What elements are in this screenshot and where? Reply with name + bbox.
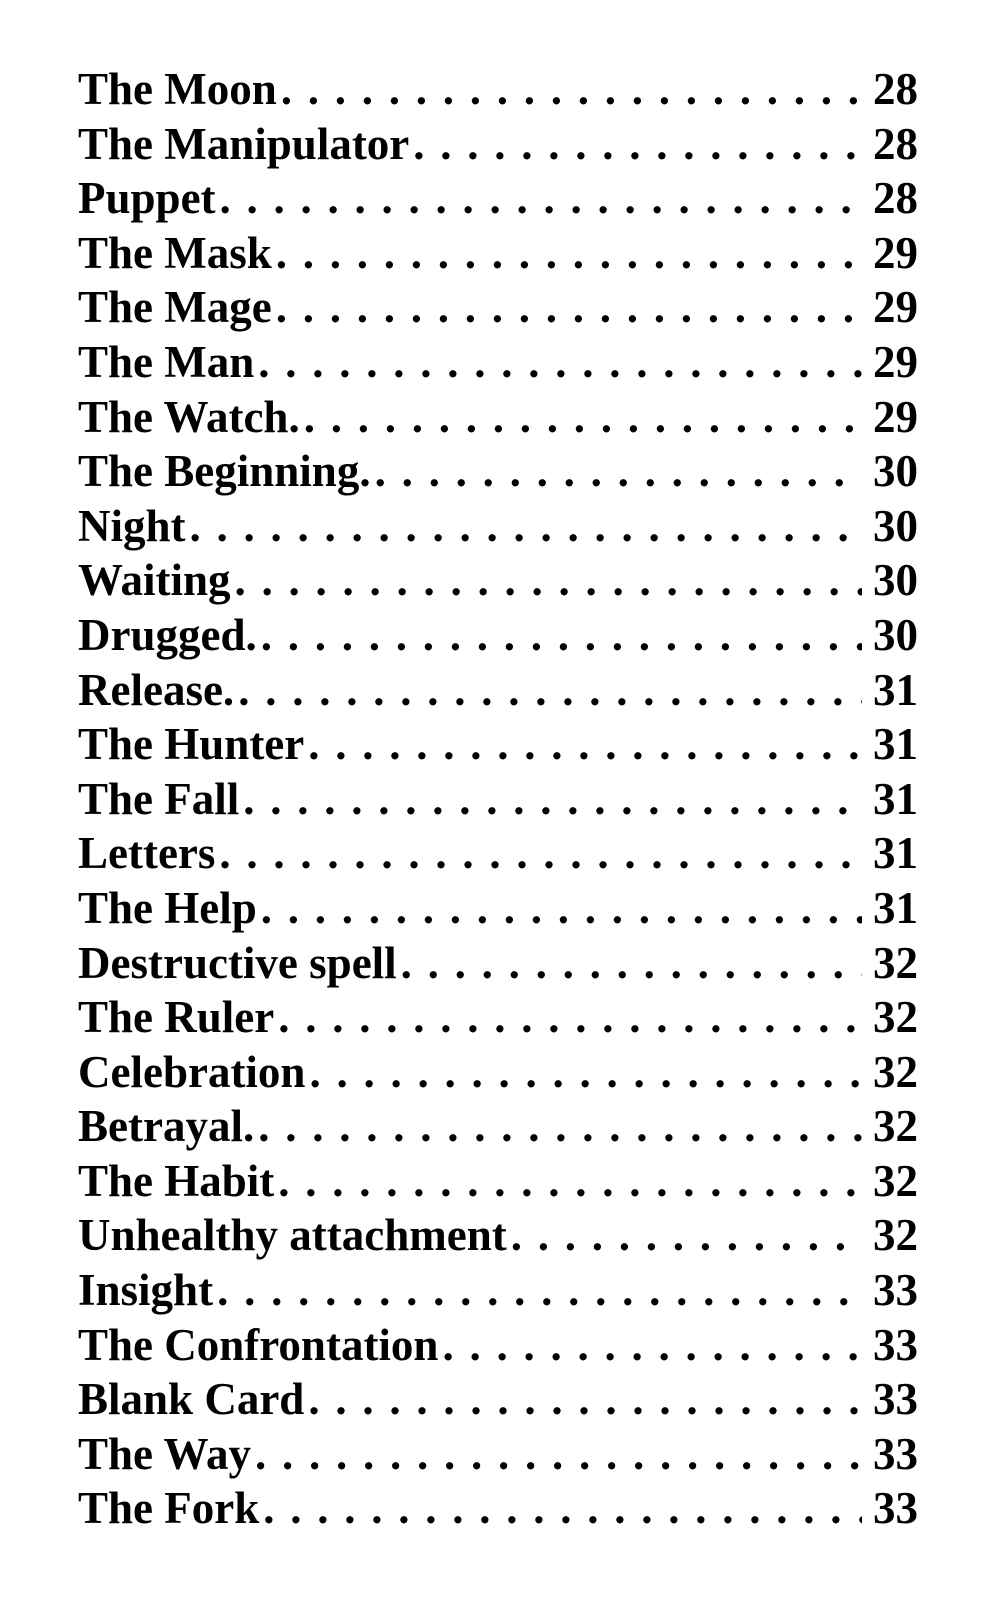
toc-entry-title: Destructive spell [78,937,397,988]
toc-dot-leader [217,1263,862,1318]
toc-entry [78,1427,918,1482]
toc-entry-page-number: 33 [873,1483,918,1534]
toc-entry [78,1263,918,1318]
toc-entry-page-number: 28 [873,173,918,224]
toc-entry-title: The Fall [78,773,240,824]
toc-dot-leader [276,226,862,281]
toc-entry [78,936,918,991]
toc-entry-page-number: 29 [873,282,918,333]
toc-entry [78,280,918,335]
toc-entry-title: Release. [78,664,235,715]
toc-entry [78,499,918,554]
toc-entry-page-number: 31 [873,828,918,879]
toc-dot-leader [243,772,862,827]
toc-entry-title: Drugged. [78,609,257,660]
toc-entry [78,226,918,281]
toc-entry-page-number: 29 [873,391,918,442]
toc-entry-page-number: 33 [873,1319,918,1370]
toc-entry [78,826,918,881]
toc-entry-title: Night [78,500,186,551]
toc-entry-title: Betrayal. [78,1101,255,1152]
toc-entry-page-number: 32 [873,1101,918,1152]
toc-entry-page-number: 30 [873,446,918,497]
toc-entry-page-number: 32 [873,1155,918,1206]
toc-dot-leader [261,881,862,936]
toc-entry [78,62,918,117]
toc-entry-page-number: 30 [873,609,918,660]
toc-entry [78,1045,918,1100]
toc-dot-leader [278,1154,862,1209]
toc-dot-leader [190,499,862,554]
toc-entry-title: The Mage [78,282,272,333]
toc-entry [78,1318,918,1373]
toc-entry [78,608,918,663]
toc-dot-leader [263,1481,862,1536]
toc-entry-title: The Beginning. [78,446,371,497]
toc-entry [78,1099,918,1154]
toc-entry-page-number: 28 [873,118,918,169]
toc-dot-leader [309,1045,862,1100]
toc-dot-leader [278,990,862,1045]
toc-dot-leader [255,1427,862,1482]
toc-entry-title: Letters [78,828,216,879]
toc-entry [78,171,918,226]
toc-entry-page-number: 31 [873,882,918,933]
toc-dot-leader [375,444,862,499]
toc-dot-leader [258,335,862,390]
toc-entry-title: Insight [78,1265,214,1316]
toc-entry [78,772,918,827]
toc-entry-page-number: 31 [873,773,918,824]
toc-dot-leader [442,1318,862,1373]
toc-entry-page-number: 33 [873,1374,918,1425]
toc-entry-page-number: 32 [873,1046,918,1097]
toc-entry-title: The Way [78,1428,251,1479]
toc-dot-leader [261,608,862,663]
toc-entry-page-number: 30 [873,555,918,606]
toc-entry [78,1481,918,1536]
toc-dot-leader [276,280,862,335]
toc-entry-title: The Man [78,336,255,387]
toc-dot-leader [220,171,862,226]
toc-entry-title: The Habit [78,1155,275,1206]
toc-entry-title: Unhealthy attachment [78,1210,507,1261]
toc-entry [78,663,918,718]
toc-entry-page-number: 32 [873,992,918,1043]
toc-entry-title: Celebration [78,1046,306,1097]
toc-entry-page-number: 33 [873,1265,918,1316]
toc-entry-title: The Watch. [78,391,300,442]
toc-entry-title: Puppet [78,173,216,224]
toc-entry [78,553,918,608]
toc-entry-page-number: 28 [873,64,918,114]
toc-dot-leader [413,117,862,172]
toc-dot-leader [401,936,862,991]
toc-entry-title: The Confrontation [78,1319,439,1370]
toc-entry [78,881,918,936]
toc-dot-leader [258,1099,862,1154]
toc-dot-leader [308,1372,862,1427]
toc-entry-title: The Ruler [78,992,275,1043]
toc-entry [78,990,918,1045]
toc-entry-page-number: 32 [873,937,918,988]
toc-entry [78,717,918,772]
toc-entry-page-number: 29 [873,336,918,387]
table-of-contents [78,62,918,1536]
toc-dot-leader [511,1208,862,1263]
toc-entry [78,1372,918,1427]
toc-dot-leader [219,826,862,881]
toc-entry-page-number: 32 [873,1210,918,1261]
toc-dot-leader [308,717,862,772]
toc-entry-page-number: 30 [873,500,918,551]
toc-entry-title: The Mask [78,227,272,278]
toc-entry-page-number: 33 [873,1428,918,1479]
toc-entry-title: The Fork [78,1483,260,1534]
toc-entry-title: The Moon [78,64,277,114]
toc-dot-leader [235,553,862,608]
toc-entry-page-number: 31 [873,719,918,770]
toc-entry [78,390,918,445]
toc-entry-title: The Hunter [78,719,305,770]
toc-entry-title: The Help [78,882,257,933]
toc-entry [78,444,918,499]
toc-entry-page-number: 29 [873,227,918,278]
toc-dot-leader [304,390,862,445]
toc-entry [78,335,918,390]
toc-entry-title: Waiting [78,555,231,606]
toc-entry [78,1208,918,1263]
toc-dot-leader [238,663,862,718]
toc-entry [78,1154,918,1209]
toc-entry-title: The Manipulator [78,118,410,169]
toc-entry-title: Blank Card [78,1374,305,1425]
toc-dot-leader [281,62,862,117]
toc-entry [78,117,918,172]
toc-entry-page-number: 31 [873,664,918,715]
